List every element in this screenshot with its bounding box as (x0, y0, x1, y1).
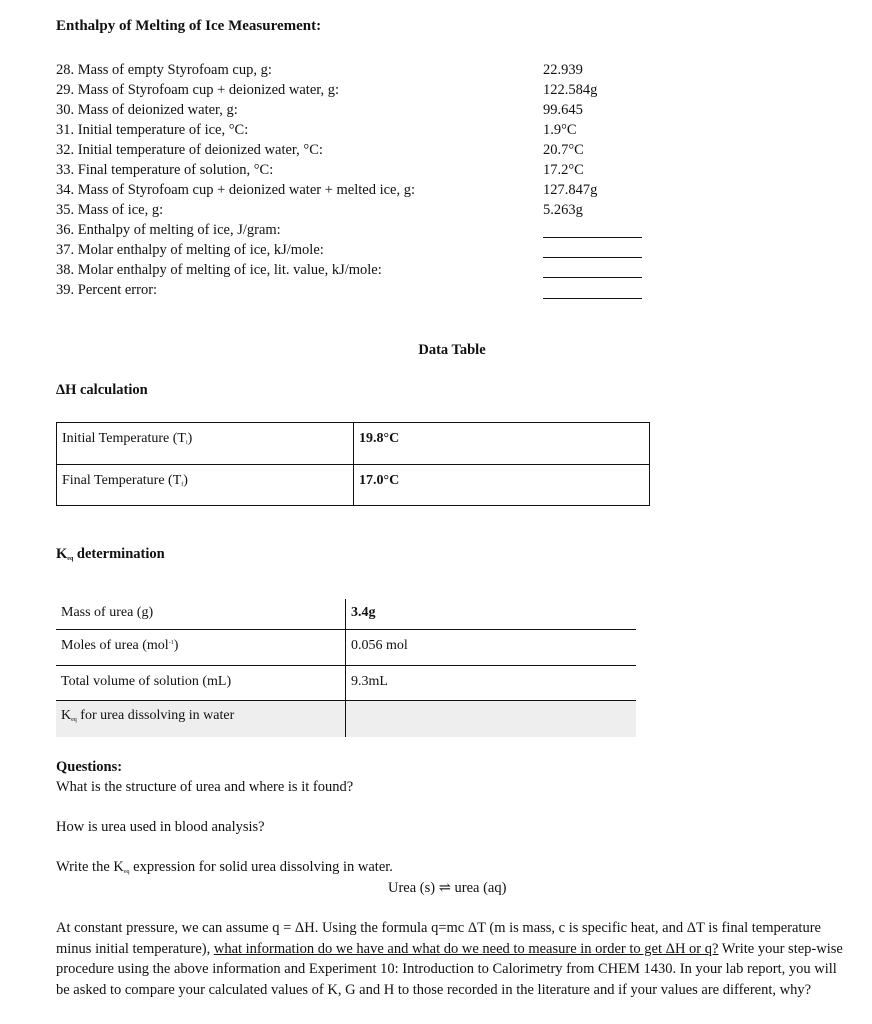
item-31-label: 31. Initial temperature of ice, °C: (56, 122, 249, 138)
keq-table-line (56, 665, 636, 666)
item-34-value: 127.847g (543, 182, 598, 198)
question-2: How is urea used in blood analysis? (56, 819, 265, 835)
keq-table-divider (345, 599, 346, 737)
item-39-blank[interactable] (543, 298, 642, 299)
item-35-value: 5.263g (543, 202, 583, 218)
item-29-value: 122.584g (543, 82, 598, 98)
final-temp-label: Final Temperature $(T_f)$ (62, 473, 188, 488)
item-28-label: 28. Mass of empty Styrofoam cup, g: (56, 62, 272, 78)
page-title: Enthalpy of Melting of Ice Measurement: (56, 18, 322, 34)
initial-temp-value[interactable]: 19.8°C (359, 431, 400, 446)
keq-section-title: $K_{eq}$ determination (56, 546, 165, 562)
item-38-blank[interactable] (543, 277, 642, 278)
initial-temp-label: Initial Temperature $(T_i)$ (62, 431, 193, 446)
item-30-value: 99.645 (543, 102, 583, 118)
item-35-label: 35. Mass of ice, g: (56, 202, 164, 218)
item-33-label: 33. Final temperature of solution, °C: (56, 162, 274, 178)
final-temp-value[interactable]: 17.0°C (359, 473, 400, 488)
item-32-value: 20.7°C (543, 142, 584, 158)
keq-urea-label: $K_{eq}$ for urea dissolving in water (61, 708, 235, 723)
item-30-label: 30. Mass of deionized water, g: (56, 102, 238, 118)
mass-urea-label: Mass of urea (g) (61, 605, 154, 620)
questions-title: Questions: (56, 759, 123, 775)
moles-urea-value[interactable]: 0.056 mol (351, 638, 408, 653)
total-volume-label: Total volume of solution (mL) (61, 674, 232, 689)
item-38-label: 38. Molar enthalpy of melting of ice, lit. value, kJ/mole: (56, 262, 382, 278)
item-37-label: 37. Molar enthalpy of melting of ice, kJ/mole: (56, 242, 324, 258)
item-36-label: 36. Enthalpy of melting of ice, J/gram: (56, 222, 281, 238)
question-3: Write the $K_{eq}$ expression for solid urea dissolving in water. (56, 859, 393, 875)
item-36-blank[interactable] (543, 237, 642, 238)
item-37-blank[interactable] (543, 257, 642, 258)
item-32-label: 32. Initial temperature of deionized water, °C: (56, 142, 323, 158)
keq-table-line (56, 629, 636, 630)
item-33-value: 17.2°C (543, 162, 584, 178)
dh-section-title: ΔH calculation (56, 382, 148, 398)
moles-urea-label: Moles of urea (mol$^{-1}$) (61, 638, 179, 653)
procedure-paragraph: At constant pressure, we can assume q = ΔH. Using the formula q=mc ΔT (m is mass, c is specific heat, and ΔT is final temperature minus initial temperature), what information do we have and what do we need to measure in order to get ΔH or q? Write your step-wise procedure using the above information and Experiment 10: Introduction to Calorimetry from CHEM 1430. In your lab report, you will be asked to compare your calculated values of K, G and H to those recorded in the literature and if your values are different, why? (56, 920, 843, 998)
item-29-label: 29. Mass of Styrofoam cup + deionized water, g: (56, 82, 340, 98)
item-39-label: 39. Percent error: (56, 282, 158, 298)
mass-urea-value[interactable]: 3.4g (351, 605, 376, 620)
data-table-title: Data Table (418, 342, 486, 358)
total-volume-value[interactable]: 9.3mL (351, 674, 388, 689)
question-1: What is the structure of urea and where is it found? (56, 779, 354, 795)
keq-table-line (56, 700, 636, 701)
underlined-question: what information do we have and what do we need to measure in order to get ΔH or q? (213, 940, 719, 957)
dh-table-divider (353, 423, 354, 505)
item-28-value: 22.939 (543, 62, 583, 78)
urea-equation: Urea (s) ⇌ urea (aq) (388, 880, 507, 896)
dh-table (56, 422, 650, 506)
item-34-label: 34. Mass of Styrofoam cup + deionized water + melted ice, g: (56, 182, 416, 198)
item-31-value: 1.9°C (543, 122, 577, 138)
